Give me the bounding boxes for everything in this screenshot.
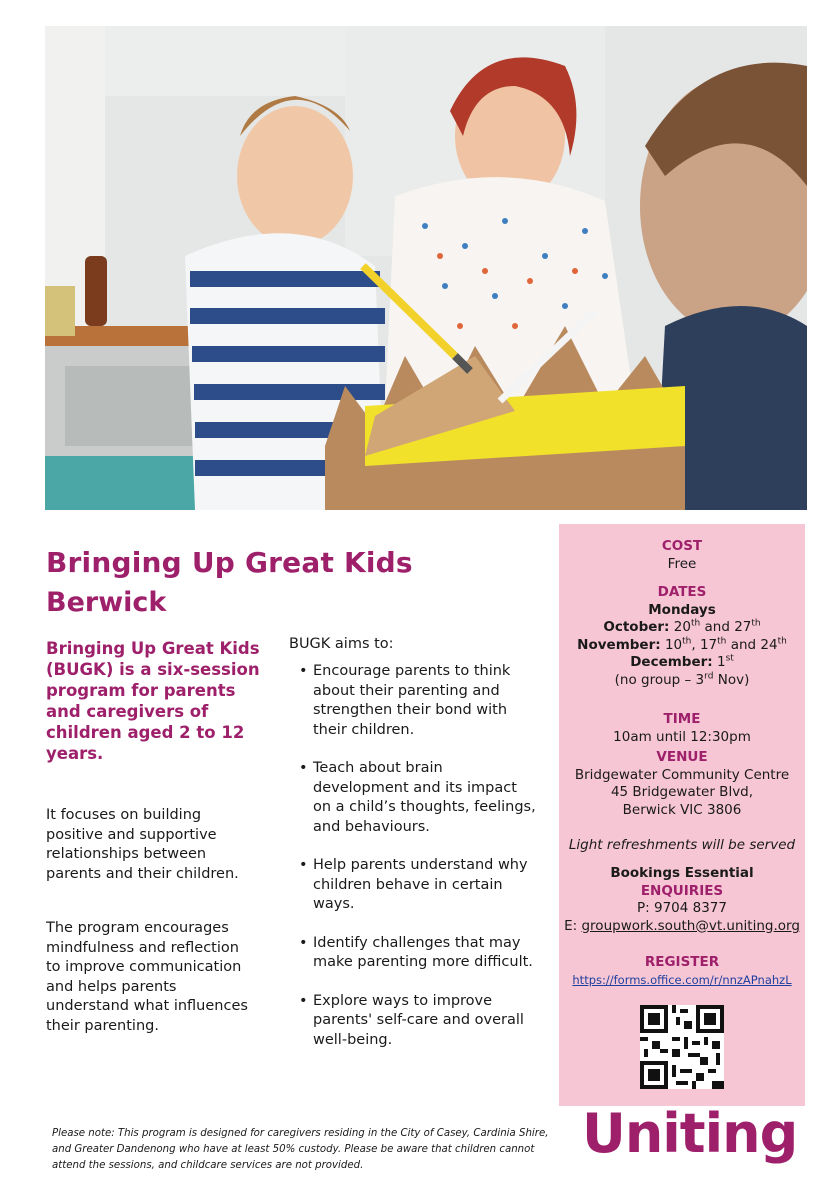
register-link[interactable]: https://forms.office.com/r/nnzAPnahzL — [572, 972, 792, 987]
no-group-text: (no group – 3 — [614, 671, 705, 688]
time-section — [559, 711, 805, 746]
bullet-icon: • — [299, 663, 308, 679]
aims-list-item — [299, 759, 539, 837]
hero-photo — [45, 26, 807, 510]
date-suffix: th — [751, 618, 761, 629]
time-label: TIME — [663, 711, 701, 727]
aim-text: Identify challenges that may make parenting more difficult. — [313, 934, 533, 970]
venue-line: Berwick VIC 3806 — [622, 801, 742, 818]
date-value: 20 — [673, 619, 691, 635]
aims-list-item — [299, 992, 539, 1051]
dates-december — [559, 654, 805, 672]
date-value: 27 — [734, 619, 752, 635]
aim-text: Encourage parents to think about their parenting and strengthen their bond with their children. — [313, 663, 511, 738]
disclaimer-note: Please note: This program is designed for caregivers residing in the City of Casey, Cardinia Shire, and Greater Dandenong who have at least 50% custody. Please be aware that children cannot attend the sessions, and childcare services are not provided. — [52, 1128, 549, 1171]
dates-section — [559, 584, 805, 689]
program-paragraph: The program encourages mindfulness and reflection to improve communication and helps parents understand what influences their parenting. — [46, 920, 248, 1034]
register-label: REGISTER — [644, 954, 720, 970]
date-value: 10 — [664, 636, 683, 653]
aims-list-item — [299, 934, 539, 973]
no-group-note — [559, 672, 805, 690]
october-label: October: — [603, 619, 670, 635]
dates-label: DATES — [657, 584, 707, 600]
focus-paragraph: It focuses on building positive and supportive relationships between parents and their children. — [46, 807, 239, 882]
venue-line: 45 Bridgewater Blvd, — [610, 784, 754, 800]
email-prefix: E: — [564, 917, 578, 934]
bullet-icon: • — [299, 857, 308, 873]
uniting-logo: Uniting — [582, 1102, 798, 1165]
email-link[interactable]: groupwork.south@vt.uniting.org — [581, 917, 800, 934]
date-suffix: st — [725, 653, 734, 664]
email-line — [559, 918, 805, 936]
bookings-essential: Bookings Essential — [610, 865, 754, 881]
date-suffix: th — [690, 618, 701, 629]
qr-code[interactable] — [640, 1005, 724, 1089]
venue-line: Bridgewater Community Centre — [574, 766, 790, 783]
location-subtitle: Berwick — [46, 587, 167, 618]
date-value: 17 — [699, 636, 718, 653]
aims-list-item — [299, 662, 539, 740]
aim-text: Explore ways to improve parents' self-care and overall well-being. — [313, 992, 524, 1048]
dates-day: Mondays — [648, 601, 716, 618]
date-suffix: th — [717, 636, 727, 646]
venue-label: VENUE — [656, 749, 708, 765]
dates-october — [559, 619, 805, 637]
date-conjunction: and — [730, 636, 757, 653]
program-intro: Bringing Up Great Kids (BUGK) is a six-session program for parents and caregivers of children aged 2 to 12 years. — [46, 639, 260, 763]
aims-list — [299, 662, 539, 1069]
aim-text: Help parents understand why children behave in certain ways. — [313, 857, 528, 912]
cost-value: Free — [667, 555, 697, 572]
refreshments-note: Light refreshments will be served — [568, 837, 796, 853]
date-value: 24 — [760, 636, 778, 653]
bullet-icon: • — [299, 760, 308, 776]
cost-label: COST — [661, 538, 703, 554]
date-suffix: rd — [704, 671, 714, 681]
page-title: Bringing Up Great Kids — [46, 546, 413, 579]
aim-text: Teach about brain development and its impact on a child’s thoughts, feelings, and behaviours. — [313, 760, 536, 835]
december-label: December: — [630, 654, 713, 670]
dates-november: November: 10th, 17th and 24th — [577, 636, 787, 653]
aims-list-item — [299, 856, 539, 915]
venue-section — [559, 749, 805, 819]
bullet-icon: • — [299, 992, 308, 1009]
bullet-icon: • — [299, 934, 308, 951]
phone-number: P: 9704 8377 — [637, 900, 727, 916]
enquiries-section — [559, 865, 805, 935]
no-group-text: Nov) — [717, 671, 750, 688]
cost-section — [559, 538, 805, 573]
date-value: 1 — [716, 654, 726, 670]
register-section — [559, 954, 805, 989]
date-suffix: th — [777, 636, 787, 646]
date-suffix: th — [682, 636, 692, 646]
november-label: November: — [577, 636, 661, 653]
time-value: 10am until 12:30pm — [613, 728, 751, 745]
date-conjunction: and — [704, 619, 730, 635]
enquiries-label: ENQUIRIES — [640, 882, 724, 899]
aims-heading: BUGK aims to: — [289, 636, 394, 652]
